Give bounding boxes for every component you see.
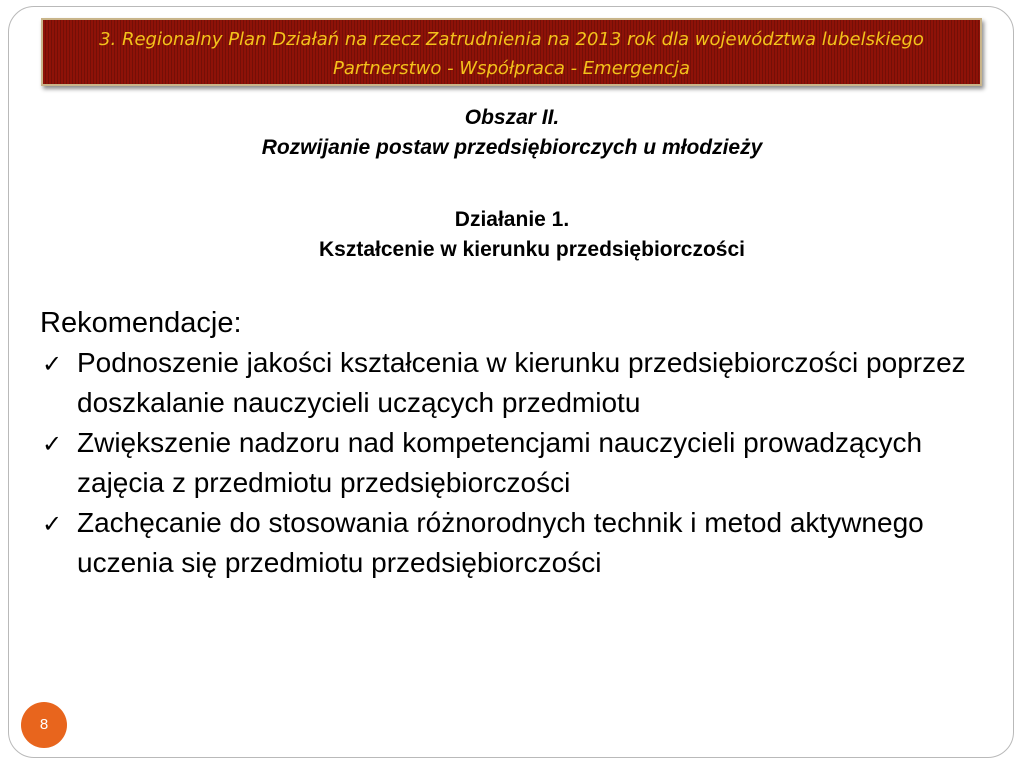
recommendations-heading: Rekomendacje: [40,307,242,339]
recommendations-list [40,343,1000,583]
list-item-text: Zwiększenie nadzoru nad kompetencjami nauczycieli prowadzących zajęcia z przedmiotu przedsiębiorczości [77,427,923,498]
action-title: Kształcenie w kierunku przedsiębiorczości [319,238,745,261]
checkmark-icon: ✓ [42,510,63,538]
checkmark-icon: ✓ [42,430,63,458]
area-title: Rozwijanie postaw przedsiębiorczych u młodzieży [261,136,763,159]
title-line-2: Partnerstwo - Współpraca - Emergencja [332,58,691,79]
action-heading [0,205,1024,265]
list-item-text: Podnoszenie jakości kształcenia w kierunku przedsiębiorczości poprzez doszkalanie nauczycieli uczących przedmiotu [77,347,966,418]
list-item [40,503,1000,583]
title-banner [41,18,982,86]
list-item-text: Zachęcanie do stosowania różnorodnych technik i metod aktywnego uczenia się przedmiotu przedsiębiorczości [77,507,924,578]
action-label: Działanie 1. [454,208,570,231]
area-heading [0,103,1024,163]
area-label: Obszar II. [464,106,560,129]
checkmark-icon: ✓ [42,350,63,378]
list-item [40,423,1000,503]
title-line-1: 3. Regionalny Plan Działań na rzecz Zatrudnienia na 2013 rok dla województwa lubelskiego [99,29,924,50]
page-number-badge: 8 [21,702,67,748]
list-item [40,343,1000,423]
recommendations-section [40,305,1000,583]
